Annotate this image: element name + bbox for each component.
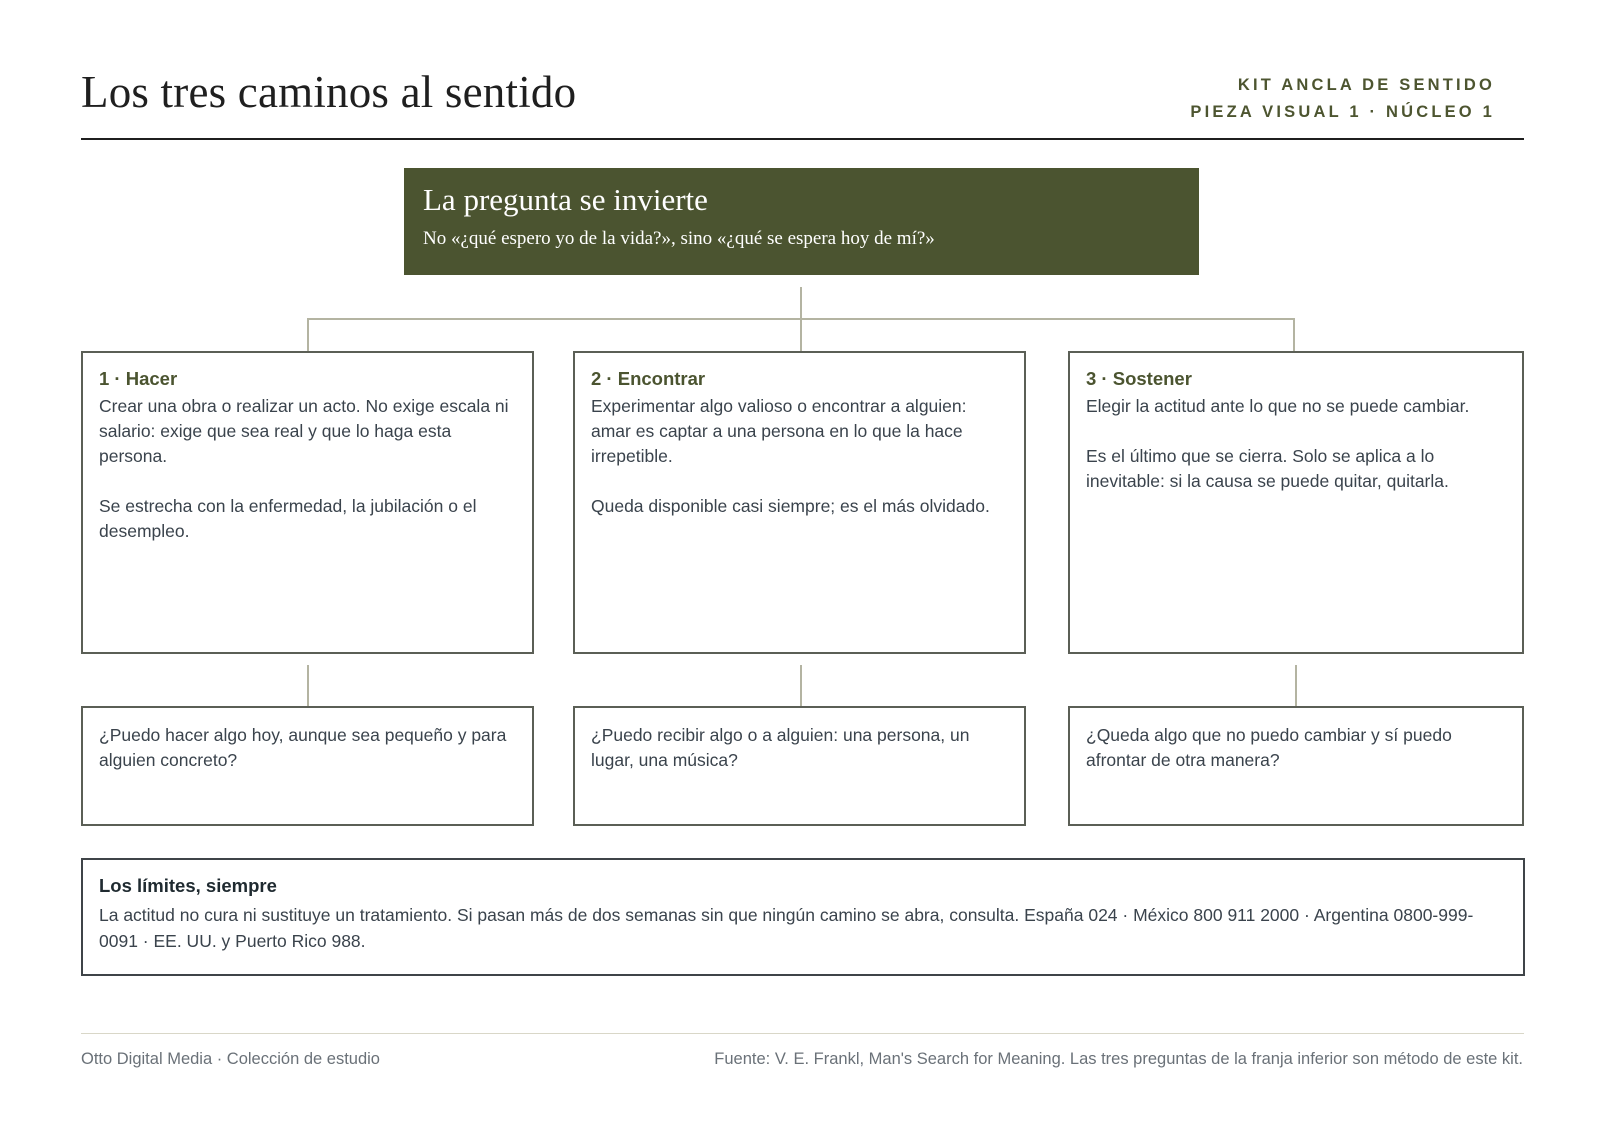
- path-body: [1086, 394, 1506, 494]
- path-note: Se estrecha con la enfermedad, la jubilación o el desempleo.: [99, 496, 477, 541]
- footer-rule: [81, 1033, 1524, 1034]
- path-title: 2 · Encontrar: [591, 368, 706, 389]
- limits-body: La actitud no cura ni sustituye un tratamiento. Si pasan más de dos semanas sin que ningún camino se abra, consulta. España 024 · México 800 911 2000 · Argentina 0800-999-0091 · EE. UU. y Puerto Rico 988.: [99, 905, 1474, 951]
- question-box-hacer: ¿Puedo hacer algo hoy, aunque sea pequeño y para alguien concreto?: [81, 706, 534, 826]
- path-note: Es el último que se cierra. Solo se aplica a lo inevitable: si la causa se puede quitar, quitarla.: [1086, 446, 1449, 491]
- connector-down-2: [800, 665, 802, 707]
- banner-subtitle: No «¿qué espero yo de la vida?», sino «¿qué se espera hoy de mí?»: [423, 228, 935, 249]
- path-box-hacer: [81, 351, 534, 654]
- path-box-sostener: [1068, 351, 1524, 654]
- limits-title: Los límites, siempre: [99, 875, 277, 896]
- banner-title: La pregunta se invierte: [423, 182, 708, 217]
- path-title: 1 · Hacer: [99, 368, 178, 389]
- path-description: Elegir la actitud ante lo que no se puede cambiar.: [1086, 396, 1470, 416]
- kit-line-2: PIEZA VISUAL 1 · NÚCLEO 1: [1190, 103, 1495, 121]
- header-rule: [81, 138, 1524, 140]
- path-description: Crear una obra o realizar un acto. No exige escala ni salario: exige que sea real y que lo haga esta persona.: [99, 396, 509, 466]
- connector-down-3: [1295, 665, 1297, 707]
- path-body: [99, 394, 516, 544]
- limits-box: [81, 858, 1525, 976]
- kit-line-1: KIT ANCLA DE SENTIDO: [1237, 76, 1495, 94]
- footer-source: Fuente: V. E. Frankl, Man's Search for Meaning. Las tres preguntas de la franja inferior son método de este kit.: [714, 1050, 1523, 1068]
- page-title: Los tres caminos al sentido: [81, 67, 577, 117]
- path-description: Experimentar algo valioso o encontrar a alguien: amar es captar a una persona en lo que la hace irrepetible.: [591, 396, 967, 466]
- question-banner: [404, 168, 1199, 275]
- connector-horizontal: [307, 318, 1295, 320]
- path-title: 3 · Sostener: [1086, 368, 1192, 389]
- path-body: [591, 394, 1008, 519]
- path-box-encontrar: [573, 351, 1026, 654]
- connector-down-1: [307, 665, 309, 707]
- question-box-encontrar: ¿Puedo recibir algo o a alguien: una persona, un lugar, una música?: [573, 706, 1026, 826]
- kit-label: [1190, 72, 1495, 126]
- question-box-sostener: ¿Queda algo que no puedo cambiar y sí puedo afrontar de otra manera?: [1068, 706, 1524, 826]
- path-note: Queda disponible casi siempre; es el más olvidado.: [591, 496, 990, 516]
- footer-credit: Otto Digital Media · Colección de estudio: [81, 1050, 380, 1068]
- connector-right: [1293, 318, 1295, 351]
- connector-left: [307, 318, 309, 351]
